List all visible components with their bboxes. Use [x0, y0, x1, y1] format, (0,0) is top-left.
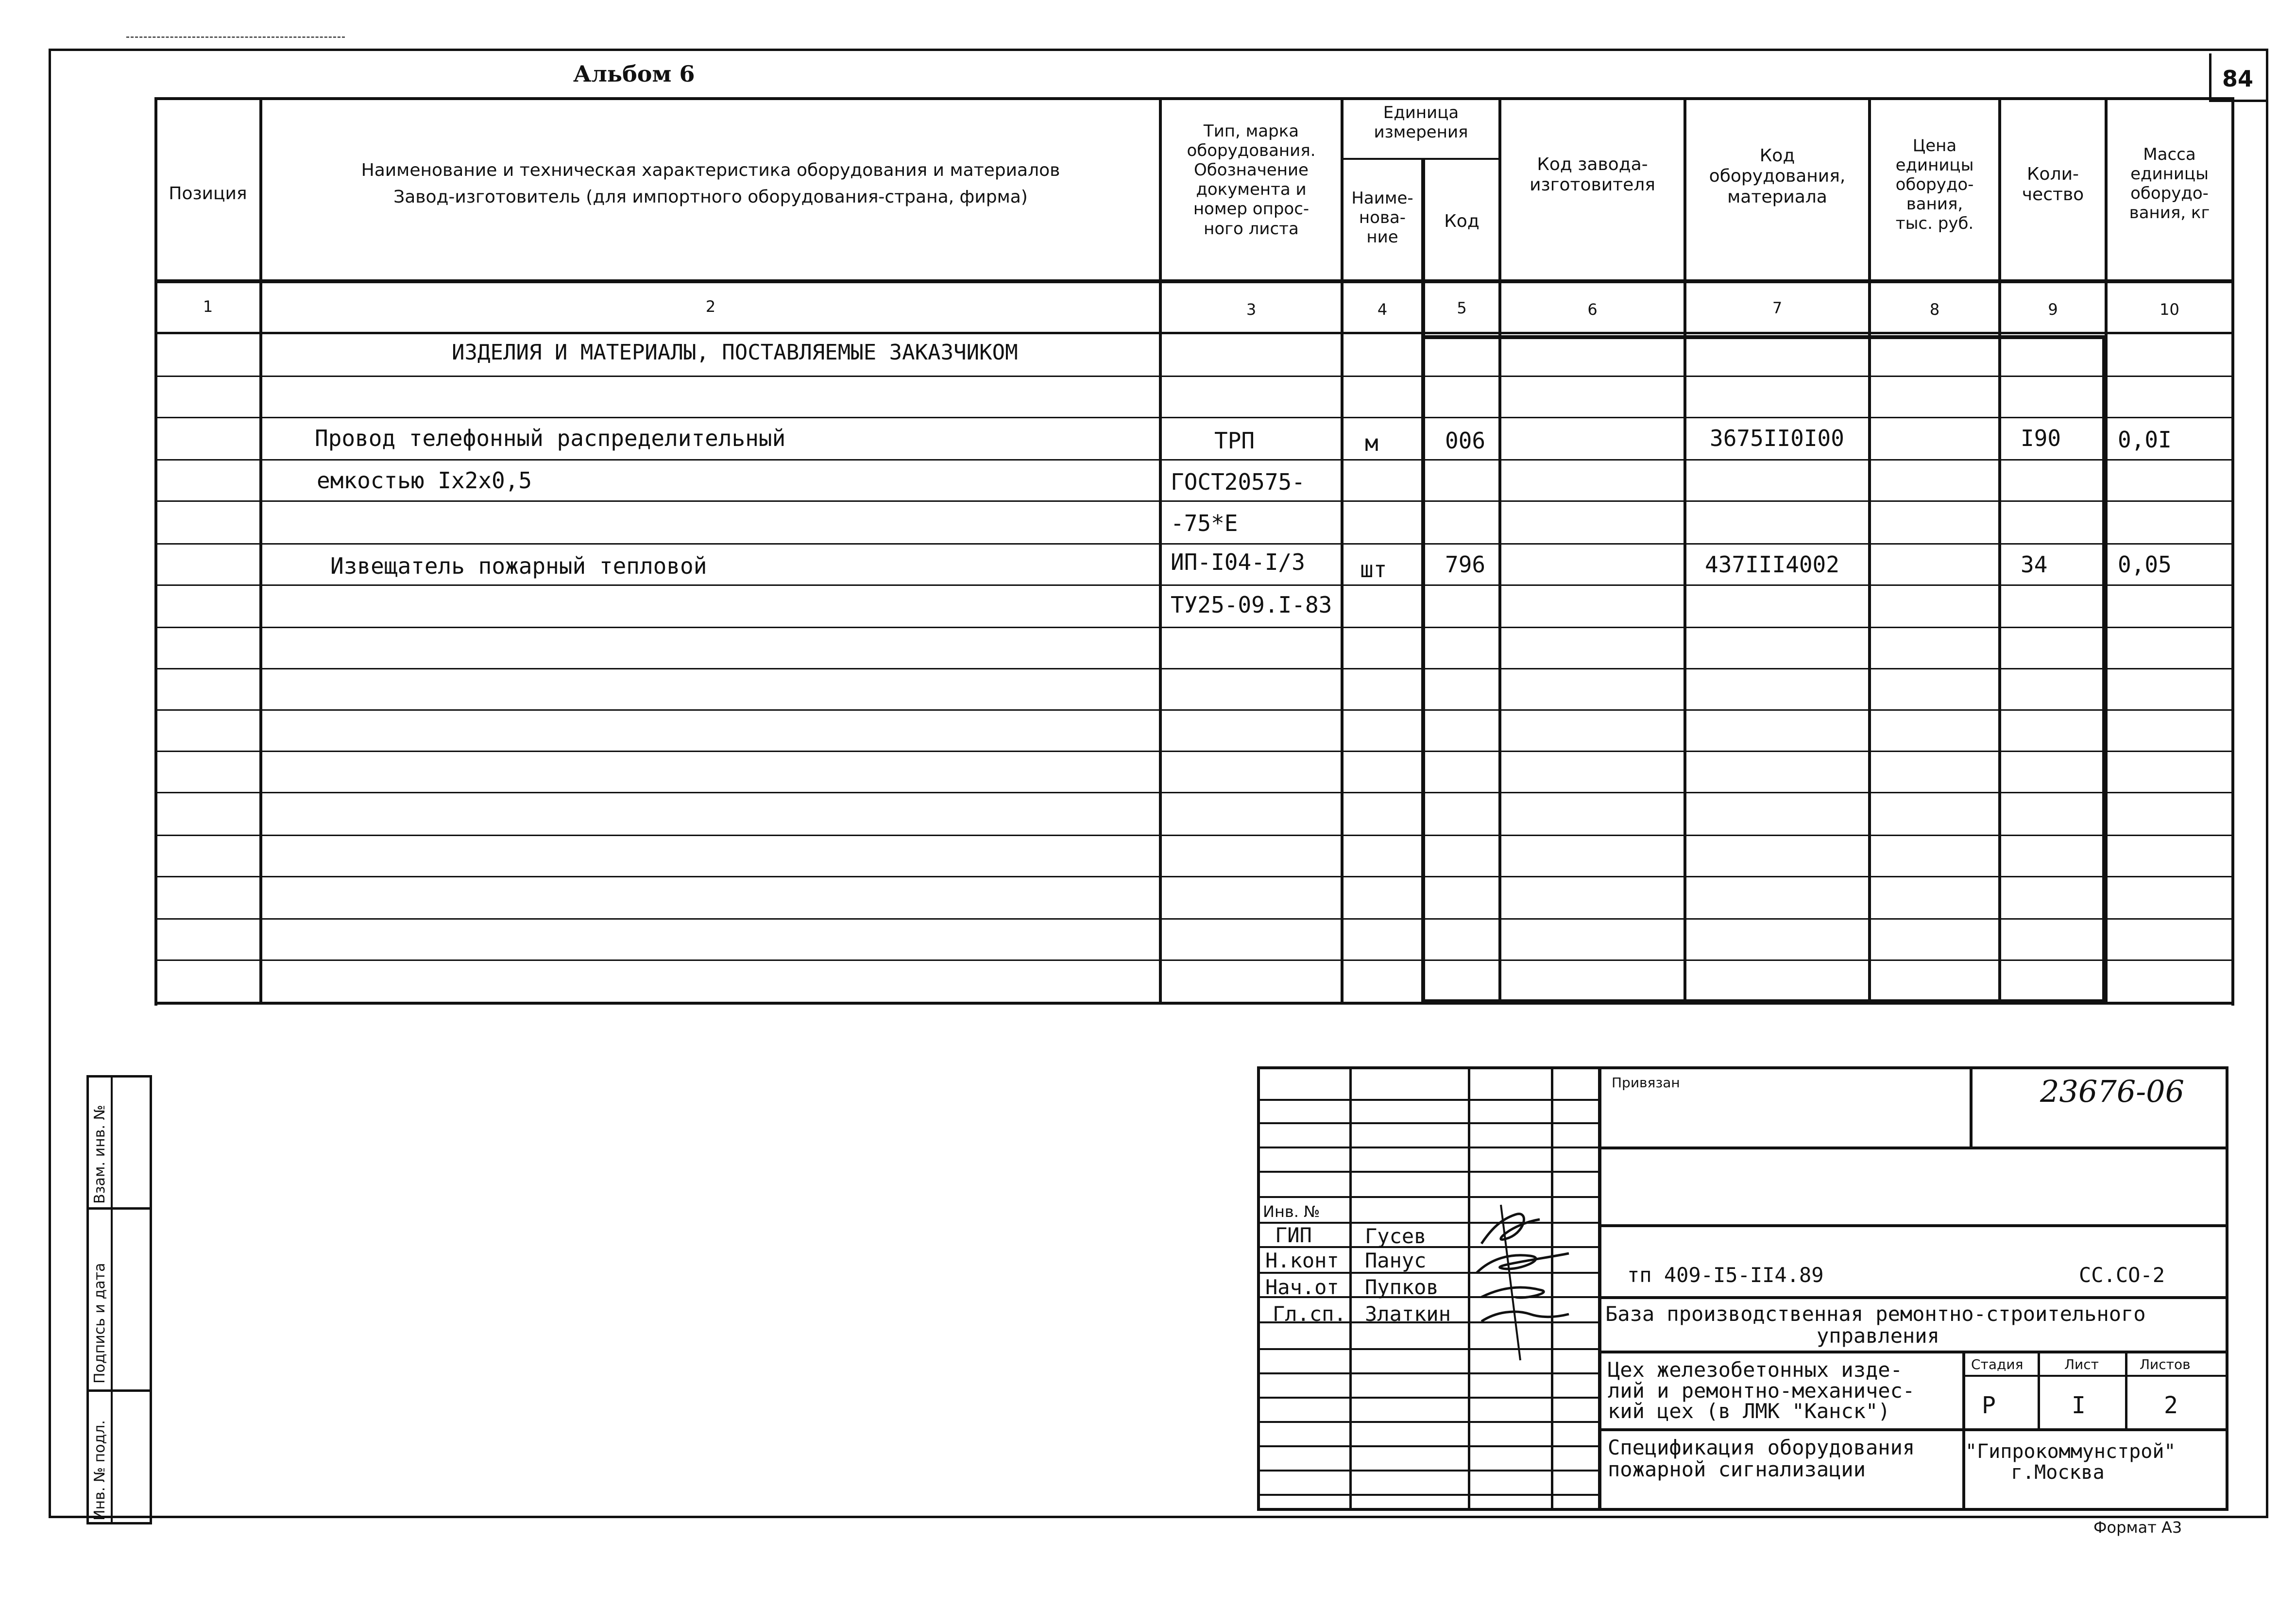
object-line: лий и ремонтно-механичес-: [1608, 1379, 1915, 1403]
item-type: ГОСТ20575-: [1171, 469, 1305, 495]
col-type-header: Тип, марка оборудования. Обозначение документа и номер опрос- ного листа: [1187, 121, 1316, 239]
col-name-header-line2: Завод-изготовитель (для импортного оборудования-страна, фирма): [393, 187, 1028, 207]
col-number: 5: [1457, 299, 1467, 317]
page-number: 84: [2222, 66, 2254, 92]
col-name-header-line1: Наименование и техническая характеристика оборудования и материалов: [361, 160, 1060, 180]
sheet-value: I: [2072, 1392, 2086, 1419]
col-factory-code-header: Код завода- изготовителя: [1530, 154, 1655, 195]
item-name: Провод телефонный распределительный: [315, 425, 786, 451]
col-qty-header: Коли- чество: [2022, 164, 2084, 205]
col-equip-code-header: Код оборудования, материала: [1709, 146, 1846, 207]
item-type: ТРП: [1214, 428, 1255, 454]
doc-title-line: Спецификация оборудования: [1608, 1436, 1915, 1459]
doc-title-line: пожарной сигнализации: [1608, 1457, 1866, 1481]
col-unit-group-header: Единица измерения: [1374, 103, 1468, 142]
item-name: Извещатель пожарный тепловой: [330, 553, 707, 579]
item-unit: м: [1365, 430, 1378, 456]
col-number: 10: [2160, 300, 2179, 319]
inv-label: Инв. №: [1263, 1202, 1320, 1221]
item-type: ТУ25-09.I-83: [1171, 592, 1332, 618]
project-name-line2: управления: [1817, 1324, 1939, 1348]
stamp-inv-original: Инв. № подл.: [91, 1420, 108, 1521]
item-type: -75*Е: [1171, 510, 1238, 536]
top-line-mark: [126, 36, 345, 38]
sheets-label: Листов: [2140, 1356, 2191, 1372]
item-unit-code: 006: [1445, 428, 1486, 454]
organization-name: "Гипрокоммунстрой": [1965, 1440, 2176, 1463]
item-qty: I90: [2021, 425, 2061, 451]
stamp-replace-inv: Взам. инв. №: [91, 1105, 108, 1204]
staff-name: Златкин: [1365, 1302, 1451, 1326]
organization-city: г.Москва: [2011, 1461, 2105, 1484]
project-name-line1: База производственная ремонтно-строительного: [1605, 1302, 2146, 1326]
object-line: кий цех (в ЛМК "Канск"): [1608, 1399, 1890, 1423]
album-title: Альбом 6: [573, 61, 695, 87]
sheet-label: Лист: [2064, 1356, 2099, 1372]
format-label: Формат А3: [2093, 1518, 2182, 1537]
col-position-header: Позиция: [169, 184, 247, 204]
item-name: емкостью Iх2х0,5: [317, 467, 532, 494]
item-unit: шт: [1360, 556, 1387, 582]
tied-number: 23676-06: [2040, 1074, 2185, 1109]
object-line: Цех железобетонных изде-: [1608, 1358, 1903, 1382]
col-number: 4: [1377, 300, 1388, 319]
tied-label: Привязан: [1612, 1075, 1680, 1091]
sheets-value: 2: [2164, 1392, 2178, 1419]
col-number: 9: [2048, 300, 2058, 319]
stamp-signature-date: Подпись и дата: [91, 1263, 108, 1384]
col-price-header: Цена единицы оборудо- вания, тыс. руб.: [1895, 136, 1974, 234]
col-number: 2: [705, 297, 716, 316]
col-number: 6: [1587, 300, 1598, 319]
staff-name: Гусев: [1365, 1224, 1427, 1248]
item-type: ИП-I04-I/3: [1171, 549, 1305, 575]
item-qty: 34: [2021, 551, 2048, 578]
item-equip-code: 437III4002: [1705, 551, 1839, 578]
staff-name: Пупков: [1365, 1275, 1439, 1299]
col-unit-name-header: Наиме- нова- ние: [1351, 188, 1413, 247]
signature-marks: [1472, 1200, 1574, 1365]
item-mass: 0,05: [2118, 551, 2172, 578]
section-title: ИЗДЕЛИЯ И МАТЕРИАЛЫ, ПОСТАВЛЯЕМЫЕ ЗАКАЗЧИКОМ: [452, 340, 1018, 365]
col-number: 8: [1929, 300, 1940, 319]
stage-value: Р: [1982, 1392, 1996, 1419]
doc-mark: СС.СО-2: [2079, 1263, 2165, 1287]
item-mass: 0,0I: [2118, 427, 2172, 453]
col-mass-header: Масса единицы оборудо- вания, кг: [2129, 145, 2210, 223]
staff-name: Панус: [1365, 1249, 1427, 1272]
col-number: 7: [1772, 299, 1783, 317]
col-unit-code-header: Код: [1444, 211, 1480, 231]
item-equip-code: 3675II0I00: [1710, 425, 1844, 451]
staff-role: Н.конт: [1265, 1249, 1339, 1272]
staff-role: Нач.от: [1265, 1275, 1339, 1299]
staff-role: Гл.сп.: [1273, 1302, 1346, 1326]
item-unit-code: 796: [1445, 551, 1486, 578]
staff-role: ГИП: [1275, 1223, 1312, 1247]
stage-label: Стадия: [1971, 1356, 2024, 1372]
col-number: 3: [1246, 300, 1257, 319]
col-number: 1: [203, 297, 213, 316]
doc-code: тп 409-I5-II4.89: [1627, 1263, 1824, 1287]
